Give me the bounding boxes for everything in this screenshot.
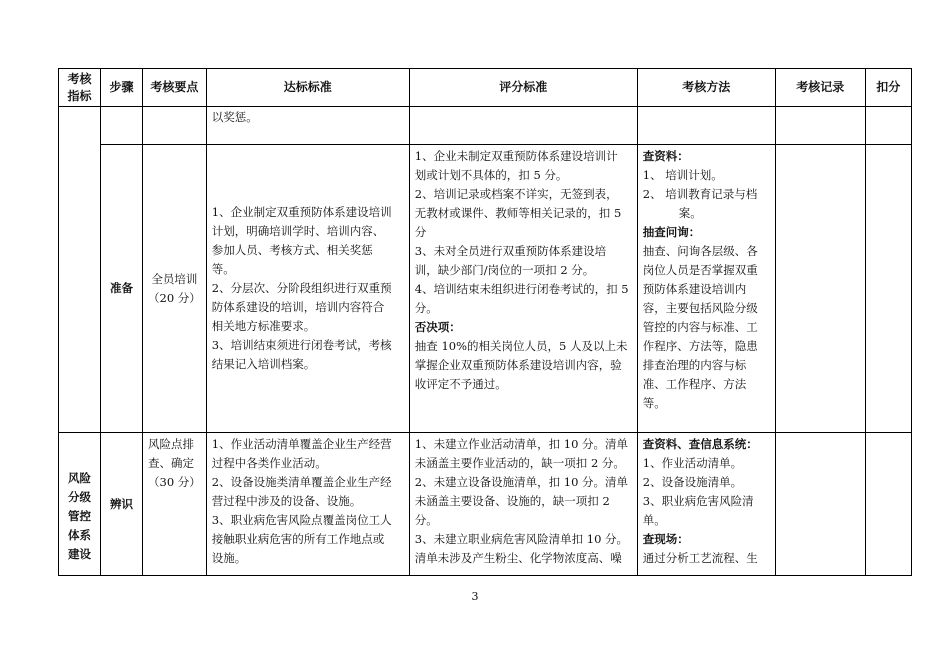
step-cell-prepare: 准备 [101,145,143,433]
standard-cell-carry: 以奖惩。 [206,107,409,145]
method-cell-empty [637,107,775,145]
header-deduction: 扣分 [865,69,911,107]
header-row [59,69,912,107]
key-point-cell-identify: 风险点排 查、确定 （30 分） [143,433,207,576]
header-method: 考核方法 [637,69,775,107]
method-title-docs-system: 查资料、查信息系统： [642,437,758,451]
indicator-cell-empty [59,107,101,433]
header-scoring: 评分标准 [409,69,637,107]
method-cell-training: 查资料： 1、 培训计划。 2、 培训教育记录与档 案。 抽查问询： 抽查、问询各层级、各 岗位人员是否掌握双重 预防体系建设培训内 容，主要包括风险分级 管控的内容与标准、工 作程序、方法等，隐患 排查治理的内容与标 准、工作程序、方法 等。 [637,145,775,433]
standard-cell-identify: 1、作业活动清单覆盖企业生产经营 过程中各类作业活动。 2、设备设施类清单覆盖企业生产经 营过程中涉及的设备、设施。 3、职业病危害风险点覆盖岗位工人 接触职业病危害的所有工作地点或 设施。 [206,433,409,576]
record-cell-training [775,145,865,433]
record-cell-empty [775,107,865,145]
method-title-inquiry: 抽查问询： [642,225,701,239]
deduction-cell-identify [865,433,911,576]
deduction-cell-empty [865,107,911,145]
deduction-cell-training [865,145,911,433]
scoring-cell-identify: 1、未建立作业活动清单，扣 10 分。清单 未涵盖主要作业活动的，缺一项扣 2 分。 2、未建立设备设施清单，扣 10 分。清单 未涵盖主要设备、设施的，缺一项扣 2 分。 3、未建立职业病危害风险清单扣 10 分。 清单未涉及产生粉尘、化学物浓度高、噪 [409,433,637,576]
page-number: 3 [471,590,479,603]
header-standard: 达标标准 [206,69,409,107]
header-indicator: 考核 指标 [59,69,101,107]
header-key-point: 考核要点 [143,69,207,107]
table-row-training [59,145,912,433]
indicator-cell-risk: 风险 分级 管控 体系 建设 [59,433,101,576]
key-point-cell-training: 全员培训 （20 分） [143,145,207,433]
veto-title: 否决项： [414,320,461,334]
scoring-cell-empty [409,107,637,145]
standard-cell-training: 1、企业制定双重预防体系建设培训 计划，明确培训学时、培训内容、 参加人员、考核方式、相关奖惩 等。 2、分层次、分阶段组织进行双重预 防体系建设的培训，培训内容符合 相关地方标准要求。 3、培训结束须进行闭卷考试，考核 结果记入培训档案。 [206,145,409,433]
method-cell-identify: 查资料、查信息系统： 1、作业活动清单。 2、设备设施清单。 3、职业病危害风险清 单。 查现场： 通过分析工艺流程、生 [637,433,775,576]
record-cell-identify [775,433,865,576]
step-cell-identify: 辨识 [101,433,143,576]
step-cell-empty [101,107,143,145]
assessment-table [58,68,912,576]
scoring-cell-training: 1、企业未制定双重预防体系建设培训计 划或计划不具体的，扣 5 分。 2、培训记录或档案不详实，无签到表， 无教材或课件、教师等相关记录的，扣 5 分 3、未对全员进行双重预防体系建设培 训，缺少部门/岗位的一项扣 2 分。 4、培训结束未组织进行闭卷考试的，扣 5 分。 否决项： 抽查 10%的相关岗位人员，5 人及以上未 掌握企业双重预防体系建设培训内容，验 收评定不予通过。 [409,145,637,433]
table-row-identify [59,433,912,576]
table-row-carry [59,107,912,145]
header-record: 考核记录 [775,69,865,107]
method-title-documents: 查资料： [642,149,689,163]
method-title-site: 查现场： [642,532,689,546]
key-point-cell-empty [143,107,207,145]
header-step: 步骤 [101,69,143,107]
